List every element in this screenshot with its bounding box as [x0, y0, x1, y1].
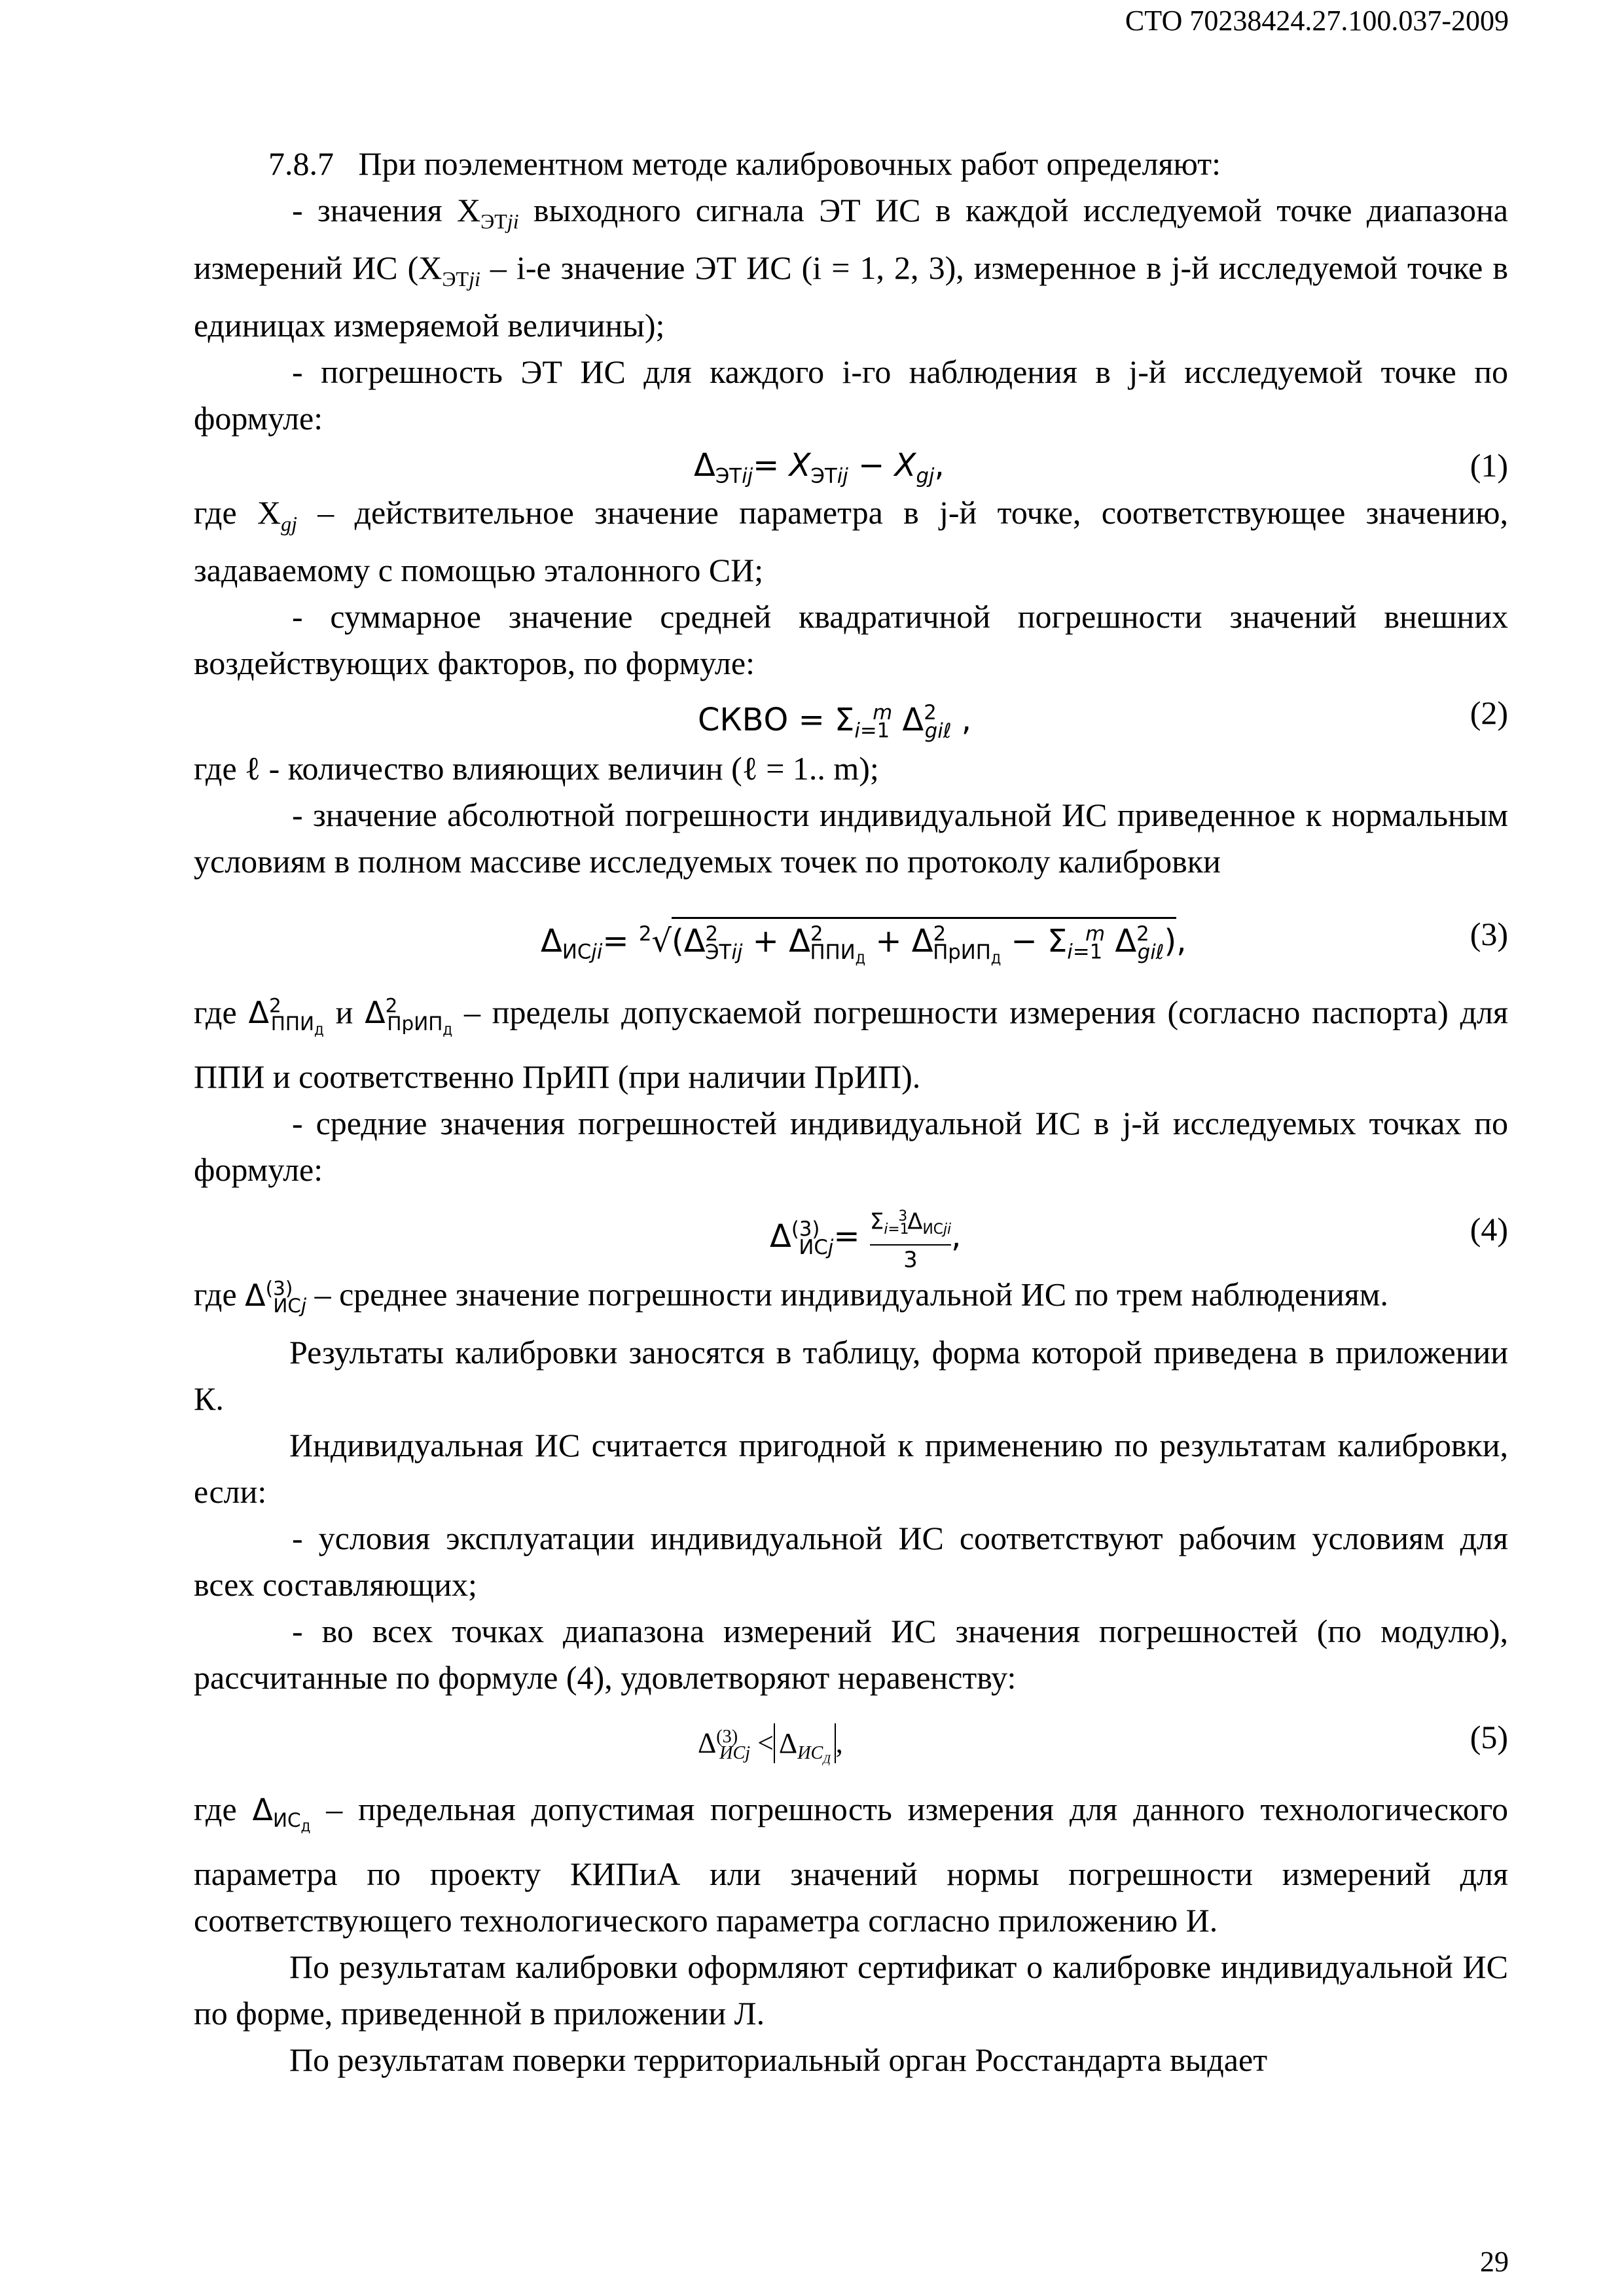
formula-2: СКВО = $\Sigma_{i=1}^m$ $\Delta^2_{gi\ell}$ , (2) [194, 687, 1508, 745]
section-heading [194, 141, 1508, 187]
list-item: - во всех точках диапазона измерений ИС значения погрешностей (по модулю), рассчитанные по формуле (4), удовлетворяют неравенству: [194, 1612, 1508, 1696]
where-clause: где ℓ - количество влияющих величин (ℓ = 1.. m); [194, 750, 879, 787]
list-item: - суммарное значение средней квадратичной погрешности значений внешних воздействующих факторов, по формуле: [194, 598, 1508, 681]
list-item: - условия эксплуатации индивидуальной ИС соответствуют рабочим условиям для всех составляющих; [194, 1519, 1508, 1603]
formula-number: (5) [1470, 1718, 1508, 1755]
formula-1: $\Delta_{ЭТij}= X_{ЭТij} - X_{gj}$, (1) [194, 442, 1508, 490]
formula-number: (1) [1470, 447, 1508, 484]
list-item: - погрешность ЭТ ИС для каждого i-го наблюдения в j-й исследуемой точке по формуле: [194, 353, 1508, 437]
section-title: При поэлементном методе калибровочных работ определяют: [358, 145, 1221, 182]
paragraph: По результатам поверки территориальный орган Росстандарта выдает [289, 2041, 1268, 2078]
paragraph: Результаты калибровки заносятся в таблицу, форма которой приведена в приложении К. [194, 1333, 1508, 1417]
list-item: - средние значения погрешностей индивидуальной ИС в j-й исследуемых точках по формуле: [194, 1105, 1508, 1189]
list-item: - значения $Х_{ЭТji}$ выходного сигнала ЭТ ИС в каждой исследуемой точке диапазона измерений ИС ($Х_{ЭТji} - i-е$ значение ЭТ ИС (i = 1, 2, 3), измеренное в j-й исследуемой точке в единицах измеряемой величины); [194, 192, 1508, 344]
paragraph: Индивидуальная ИС считается пригодной к применению по результатам калибровки, если: [194, 1426, 1508, 1510]
where-clause: где $\Delta_{ИС_Д}$ – предельная допустимая погрешность измерения для данного технологического параметра по проекту КИПиА или значений нормы погрешности измерений для соответствующего технологического параметра согласно приложению И. [194, 1790, 1508, 1939]
section-number: 7.8.7 [268, 145, 334, 182]
formula-number: (2) [1470, 694, 1508, 731]
formula-3: $\Delta_{ИСji}= ^2√(\Delta^2_{ЭТij} + \Delta^2_{ППИ_Д} + \Delta^2_{ПрИП_Д} - \Sigma_{i=1}^m$ $\Delta^2_{gi\ell}$), (3) [194, 885, 1508, 983]
formula-number: (3) [1470, 916, 1508, 952]
doc-header: СТО 70238424.27.100.037-2009 [1125, 5, 1509, 37]
where-clause: где $\Delta^{(3)}_{ИСj}$ – среднее значение погрешности индивидуальной ИС по трем наблюдениям. [194, 1276, 1388, 1317]
list-item: - значение абсолютной погрешности индивидуальной ИС приведенное к нормальным условиям в полном массиве исследуемых точек по протоколу калибровки [194, 797, 1508, 880]
formula-4: $\Delta^{(3)}_{ИСj}=$ $\Sigma_{i=1}^3\Delta_{ИСji}$ 3 , (4) [194, 1193, 1508, 1265]
where-clause: где $\Delta^2_{ППИ_Д}$ и $\Delta^2_{ПрИП_Д}$ – пределы допускаемой погрешности измерения (согласно паспорта) для ППИ и соответственно ПрИП (при наличии ПрИП). [194, 994, 1508, 1096]
page-number: 29 [1480, 2246, 1509, 2278]
page-content [194, 141, 1508, 2083]
formula-5: $\Delta^{(3)}_{ИСj} < \Delta_{ИС_Д}$, (5) [194, 1701, 1508, 1773]
where-clause: где $X_{gj}$ – действительное значение параметра в j-й точке, соответствующее значению, задаваемому с помощью эталонного СИ; [194, 494, 1508, 588]
formula-number: (4) [1470, 1211, 1508, 1248]
paragraph: По результатам калибровки оформляют сертификат о калибровке индивидуальной ИС по форме, приведенной в приложении Л. [194, 1948, 1508, 2032]
